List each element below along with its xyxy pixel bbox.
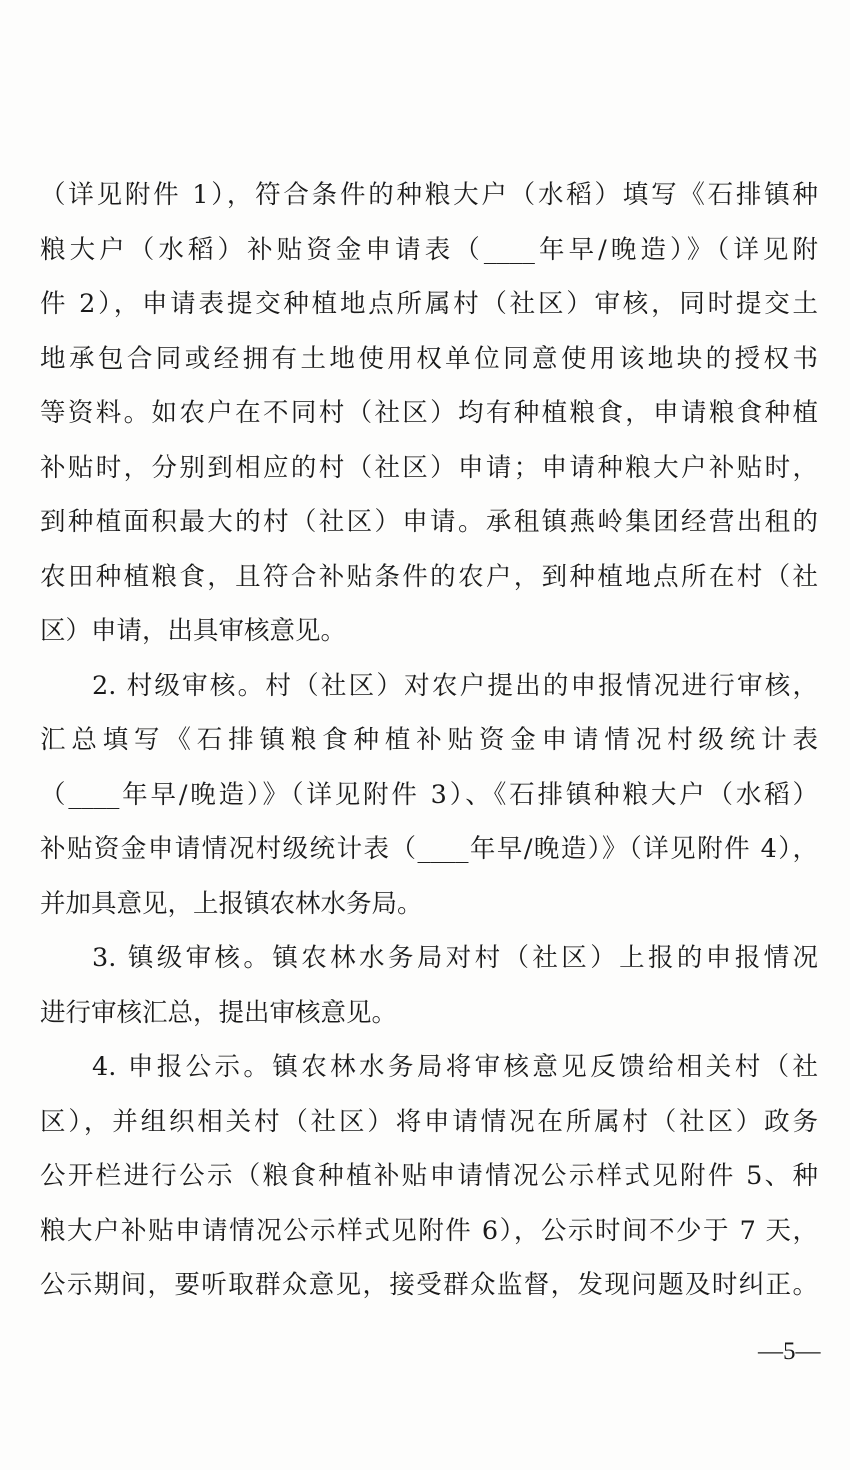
text-line: 区）申请，出具审核意见。 <box>40 616 347 646</box>
document-body <box>40 168 818 1313</box>
text-line: 等资料。如农户在不同村（社区）均有种植粮食，申请粮食种植 <box>40 398 818 428</box>
text-line: 到种植面积最大的村（社区）申请。承租镇燕岭集团经营出租的 <box>40 507 818 537</box>
text-line: 进行审核汇总，提出审核意见。 <box>40 997 398 1028</box>
page-number: —5— <box>758 1338 821 1365</box>
text-line: （____年早/晚造）》（详见附件 3）、《石排镇种粮大户（水稻） <box>40 779 818 810</box>
text-line: 汇总填写《石排镇粮食种植补贴资金申请情况村级统计表 <box>40 725 818 755</box>
text-line: 件 2），申请表提交种植地点所属村（社区）审核，同时提交土 <box>40 289 818 319</box>
item-3-heading-line: 3. 镇级审核。镇农林水务局对村（社区）上报的申报情况 <box>92 943 818 973</box>
text-line: 粮大户（水稻）补贴资金申请表（____年早/晚造）》（详见附 <box>40 234 818 265</box>
text-line: 区），并组织相关村（社区）将申请情况在所属村（社区）政务 <box>40 1106 818 1137</box>
text-line: 农田种植粮食，且符合补贴条件的农户，到种植地点所在村（社 <box>40 561 818 592</box>
text-line: 并加具意见，上报镇农林水务局。 <box>40 888 423 919</box>
text-line: 地承包合同或经拥有土地使用权单位同意使用该地块的授权书 <box>40 343 818 374</box>
item-2-heading-line: 2. 村级审核。村（社区）对农户提出的申报情况进行审核， <box>92 670 818 701</box>
text-line: （详见附件 1），符合条件的种粮大户（水稻）填写《石排镇种 <box>40 180 818 210</box>
item-4-heading-line: 4. 申报公示。镇农林水务局将审核意见反馈给相关村（社 <box>92 1052 818 1082</box>
text-line: 公示期间，要听取群众意见，接受群众监督，发现问题及时纠正。 <box>40 1270 818 1300</box>
text-line: 补贴资金申请情况村级统计表（____年早/晚造）》（详见附件 4）， <box>40 834 818 864</box>
text-line: 粮大户补贴申请情况公示样式见附件 6），公示时间不少于 7 天， <box>40 1215 818 1246</box>
text-line: 补贴时，分别到相应的村（社区）申请；申请种粮大户补贴时， <box>40 452 818 483</box>
text-line: 公开栏进行公示（粮食种植补贴申请情况公示样式见附件 5、种 <box>40 1161 818 1191</box>
